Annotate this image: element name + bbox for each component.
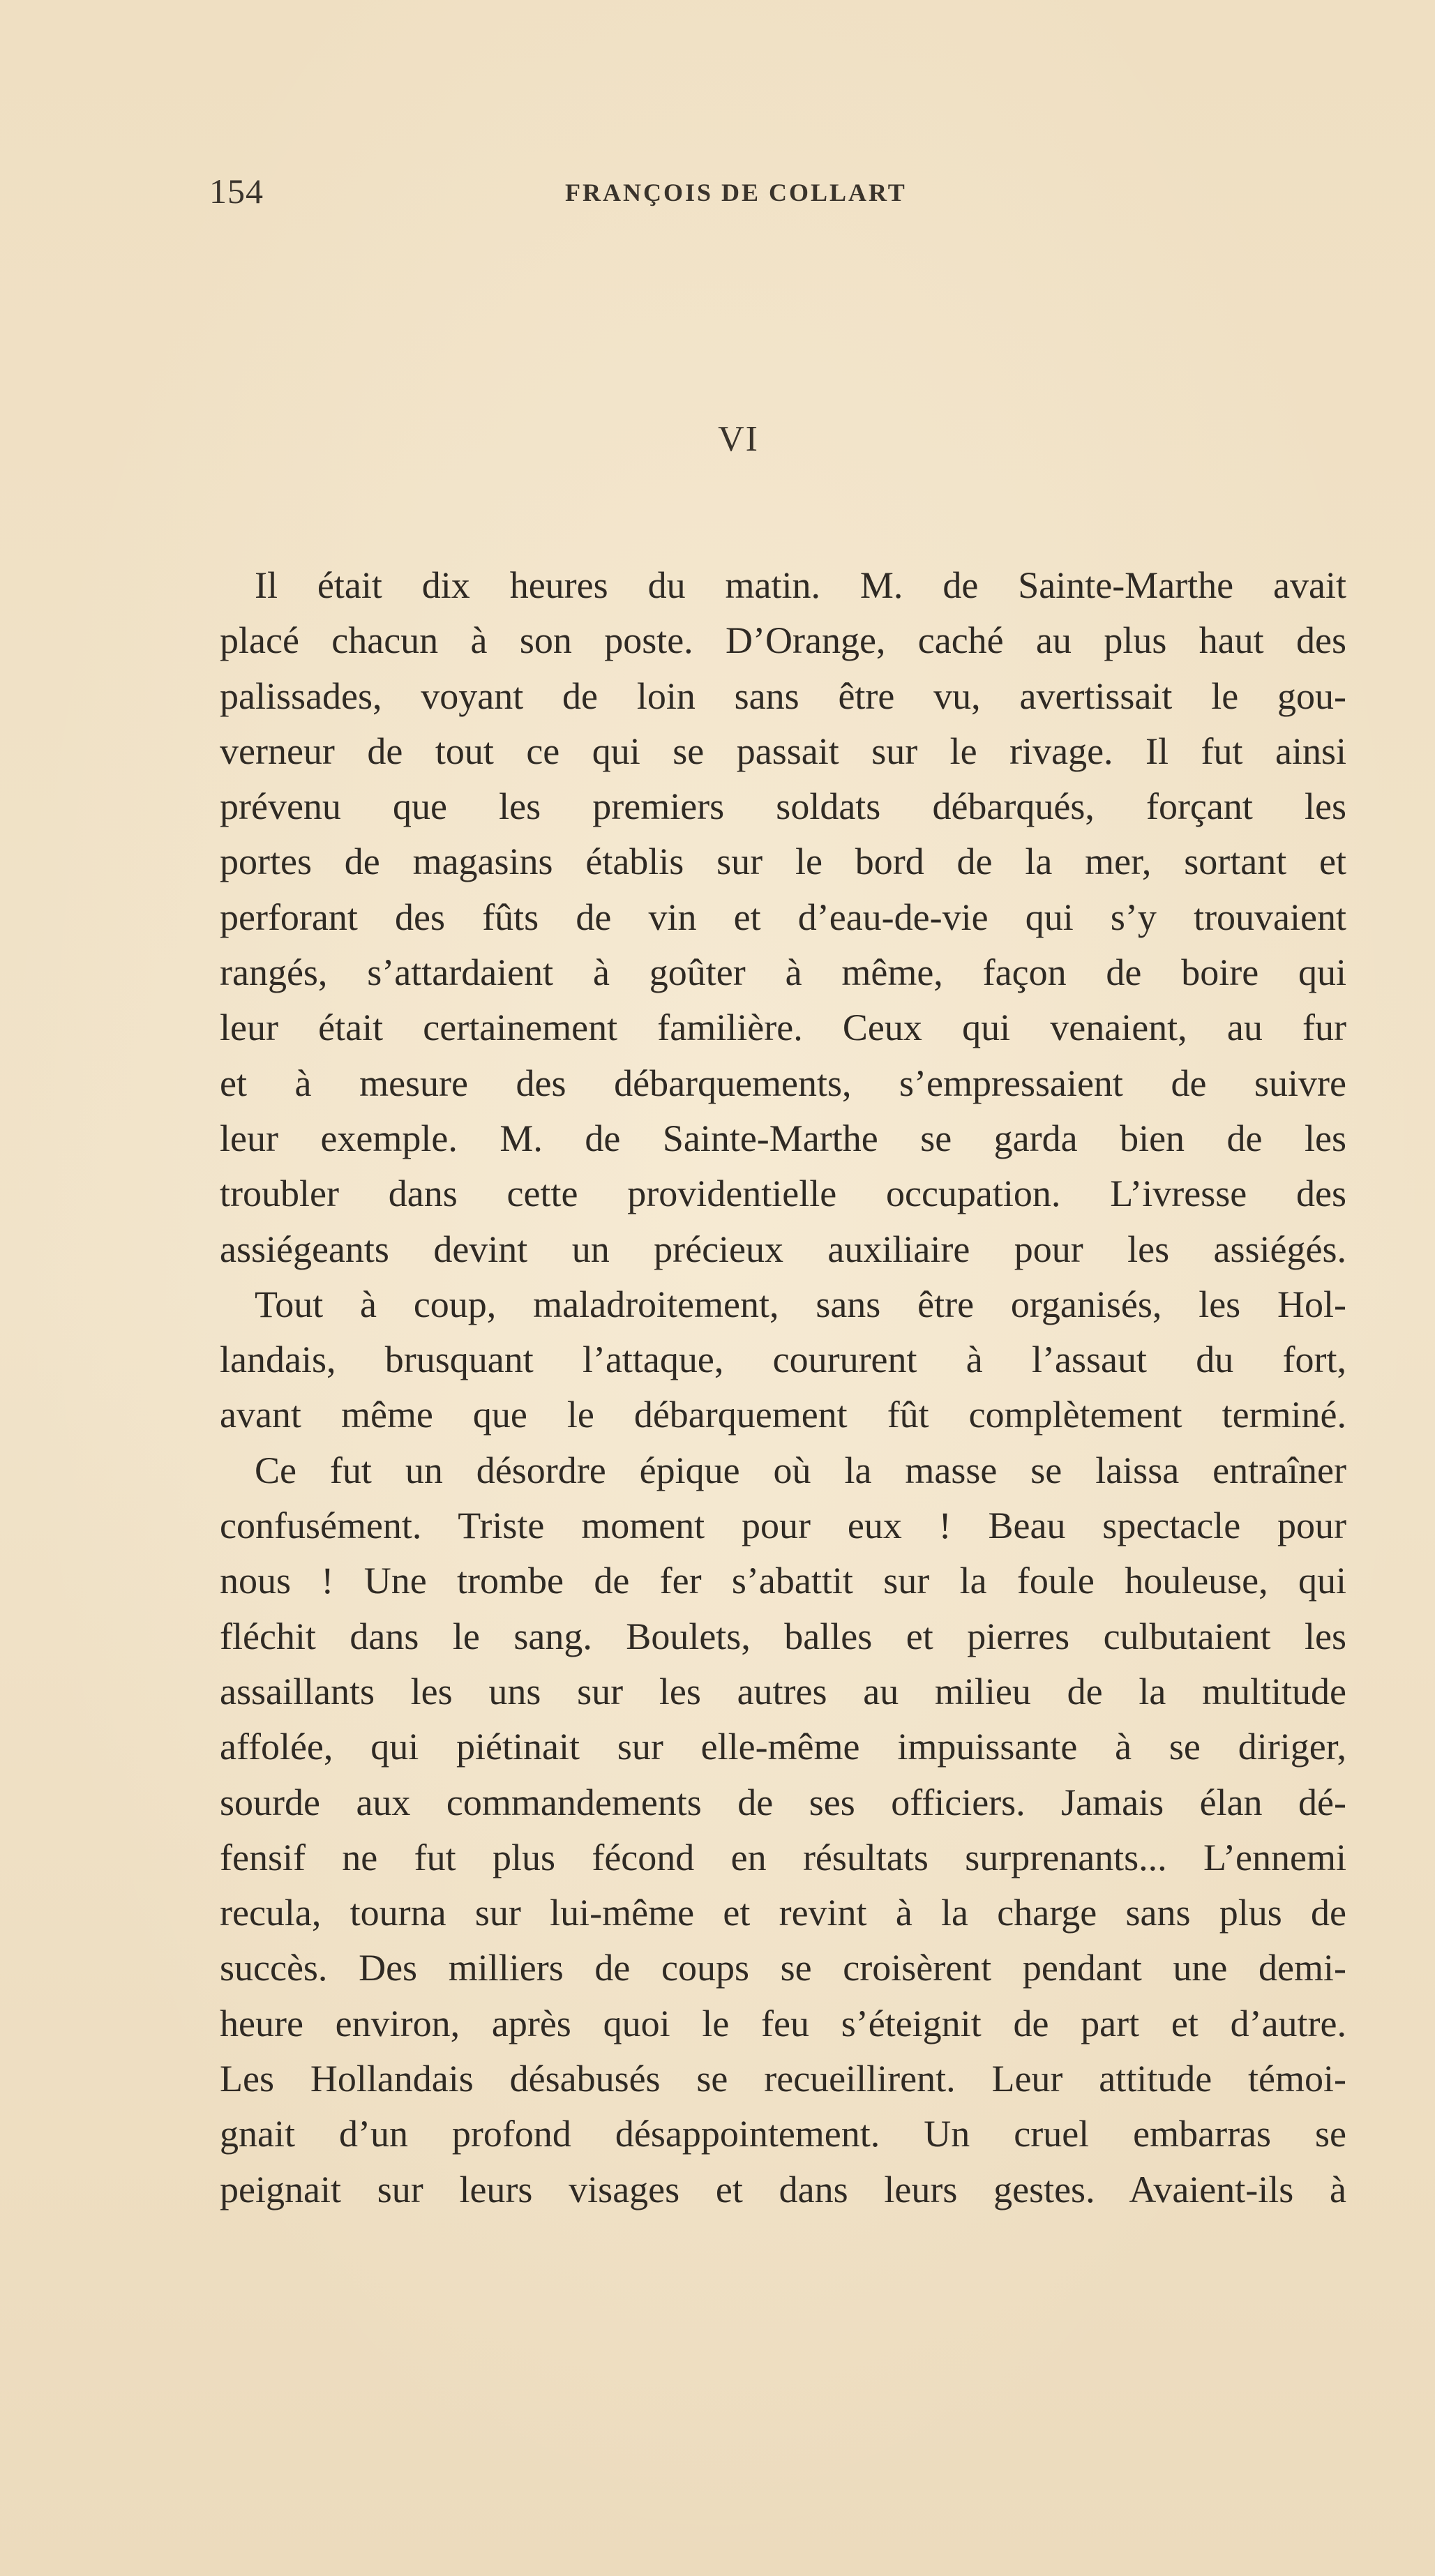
text-line: heure environ, après quoi le feu s’éteignit de part et d’autre.	[220, 2002, 1346, 2044]
page-number: 154	[209, 172, 264, 211]
text-line: Tout à coup, maladroitement, sans être organisés, les Hol-	[255, 1283, 1346, 1325]
text-line: confusément. Triste moment pour eux ! Beau spectacle pour	[220, 1505, 1346, 1547]
text-line: portes de magasins établis sur le bord de la mer, sortant et	[220, 841, 1346, 883]
text-line: Ce fut un désordre épique où la masse se laissa entraîner	[255, 1449, 1346, 1491]
text-line: assiégeants devint un précieux auxiliaire pour les assiégés.	[220, 1228, 1346, 1270]
text-line: perforant des fûts de vin et d’eau-de-vie qui s’y trouvaient	[220, 896, 1346, 938]
text-line: palissades, voyant de loin sans être vu, avertissait le gou-	[220, 675, 1346, 717]
text-line: troubler dans cette providentielle occupation. L’ivresse des	[220, 1173, 1346, 1215]
text-line: recula, tourna sur lui-même et revint à la charge sans plus de	[220, 1892, 1346, 1934]
text-line: gnait d’un profond désappointement. Un cruel embarras se	[220, 2113, 1346, 2155]
page-header	[209, 171, 1339, 220]
text-line: peignait sur leurs visages et dans leurs gestes. Avaient-ils à	[220, 2168, 1346, 2210]
text-line: Il était dix heures du matin. M. de Sainte-Marthe avait	[255, 564, 1346, 606]
text-line: fléchit dans le sang. Boulets, balles et pierres culbutaient les	[220, 1615, 1346, 1657]
running-title: FRANÇOIS DE COLLART	[565, 179, 907, 206]
text-line: succès. Des milliers de coups se croisèrent pendant une demi-	[220, 1947, 1346, 1989]
text-line: placé chacun à son poste. D’Orange, caché au plus haut des	[220, 619, 1346, 662]
text-line: Les Hollandais désabusés se recueillirent. Leur attitude témoi-	[220, 2058, 1346, 2100]
text-line: assaillants les uns sur les autres au milieu de la multitude	[220, 1670, 1346, 1712]
text-line: prévenu que les premiers soldats débarqués, forçant les	[220, 785, 1346, 828]
text-line: et à mesure des débarquements, s’empressaient de suivre	[220, 1062, 1346, 1104]
text-line: avant même que le débarquement fût complètement terminé.	[220, 1394, 1346, 1436]
text-line: sourde aux commandements de ses officiers. Jamais élan dé-	[220, 1781, 1346, 1823]
text-line: rangés, s’attardaient à goûter à même, façon de boire qui	[220, 951, 1346, 994]
body-text	[220, 558, 1346, 2217]
text-line: leur était certainement familière. Ceux qui venaient, au fur	[220, 1007, 1346, 1049]
text-line: landais, brusquant l’attaque, coururent à l’assaut du fort,	[220, 1339, 1346, 1381]
text-line: affolée, qui piétinait sur elle-même impuissante à se diriger,	[220, 1726, 1346, 1768]
chapter-heading: VI	[718, 419, 759, 459]
text-line: leur exemple. M. de Sainte-Marthe se garda bien de les	[220, 1117, 1346, 1159]
text-line: fensif ne fut plus fécond en résultats surprenants... L’ennemi	[220, 1836, 1346, 1878]
text-line: verneur de tout ce qui se passait sur le rivage. Il fut ainsi	[220, 730, 1346, 772]
text-line: nous ! Une trombe de fer s’abattit sur la foule houleuse, qui	[220, 1560, 1346, 1602]
